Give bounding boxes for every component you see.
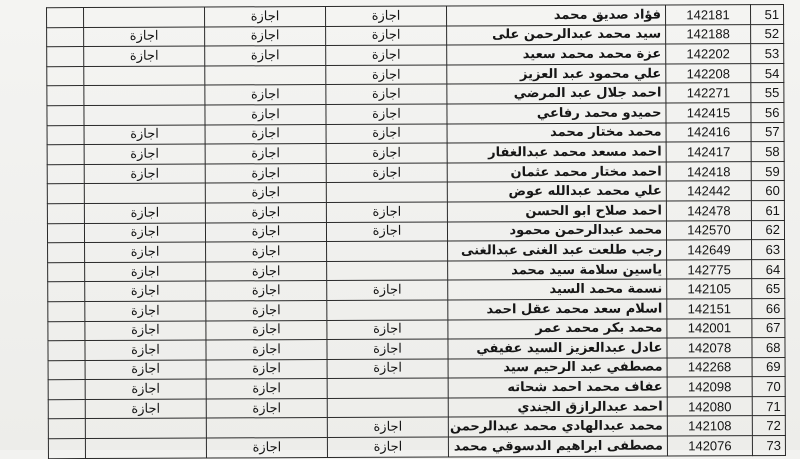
row-number-cell: 71 <box>752 396 785 416</box>
leave-cell-3 <box>85 438 206 458</box>
leave-cell-3: اجازة <box>84 27 205 47</box>
employee-name-cell: رجب طلعت عبد الغنى عبدالغنى <box>448 240 667 261</box>
leave-cell-1: اجازة <box>327 359 448 379</box>
leave-cell-1: اجازة <box>326 163 447 183</box>
row-number-cell: 65 <box>752 279 785 299</box>
leave-cell-3: اجازة <box>85 281 206 301</box>
blank-cell <box>47 184 84 204</box>
leave-cell-1 <box>327 398 448 418</box>
employee-code-cell: 142418 <box>666 161 751 181</box>
leave-cell-1: اجازة <box>326 222 447 242</box>
table-row <box>48 436 785 459</box>
employee-name-cell: محمد عبدالهادي محمد عبدالرحمن <box>448 416 667 437</box>
blank-cell <box>47 145 84 165</box>
leave-cell-1: اجازة <box>327 319 448 339</box>
row-number-cell: 54 <box>751 63 784 83</box>
leave-cell-1: اجازة <box>326 104 447 124</box>
blank-cell <box>47 47 84 67</box>
row-number-cell: 59 <box>751 161 784 181</box>
blank-cell <box>47 86 84 106</box>
leave-cell-2: اجازة <box>206 320 327 340</box>
roster-body <box>47 5 786 459</box>
leave-cell-3: اجازة <box>84 203 205 223</box>
employee-code-cell: 142268 <box>667 357 752 377</box>
row-number-cell: 61 <box>751 200 784 220</box>
blank-cell <box>48 301 85 321</box>
employee-code-cell: 142415 <box>666 103 751 123</box>
employee-name-cell: احمد مسعد محمد عبدالغفار <box>447 142 666 163</box>
leave-cell-2: اجازة <box>206 261 327 281</box>
blank-cell <box>47 223 84 243</box>
employee-code-cell: 142570 <box>666 220 751 240</box>
blank-cell <box>47 106 84 126</box>
row-number-cell: 51 <box>751 5 784 25</box>
row-number-cell: 57 <box>751 122 784 142</box>
blank-cell <box>48 439 85 459</box>
leave-cell-1: اجازة <box>327 437 448 457</box>
leave-cell-2: اجازة <box>206 438 327 458</box>
employee-name-cell: محمد مختار محمد <box>447 123 666 144</box>
blank-cell <box>48 360 85 380</box>
leave-cell-2: اجازة <box>206 340 327 360</box>
leave-cell-3: اجازة <box>85 399 206 419</box>
leave-cell-1: اجازة <box>327 280 448 300</box>
employee-code-cell: 142076 <box>667 436 752 456</box>
employee-name-cell: مصطفي عبد الرحيم سيد <box>448 358 667 379</box>
row-number-cell: 63 <box>752 240 785 260</box>
blank-cell <box>48 262 85 282</box>
blank-cell <box>47 66 84 86</box>
blank-cell <box>48 243 85 263</box>
leave-cell-2: اجازة <box>205 144 326 164</box>
leave-cell-2: اجازة <box>205 202 326 222</box>
leave-cell-1 <box>326 182 447 202</box>
employee-name-cell: محمد بكر محمد عمر <box>448 319 667 340</box>
leave-cell-3: اجازة <box>85 262 206 282</box>
employee-name-cell: محمد عبدالرحمن محمود <box>447 221 666 242</box>
employee-code-cell: 142775 <box>667 259 752 279</box>
leave-cell-3 <box>84 105 205 125</box>
row-number-cell: 58 <box>751 142 784 162</box>
employee-name-cell: احمد صلاح ابو الحسن <box>447 201 666 222</box>
leave-cell-1: اجازة <box>326 45 447 65</box>
blank-cell <box>48 321 85 341</box>
leave-cell-2: اجازة <box>206 300 327 320</box>
employee-code-cell: 142208 <box>666 63 751 83</box>
leave-cell-3 <box>84 85 205 105</box>
blank-cell <box>48 380 85 400</box>
leave-cell-3: اجازة <box>84 125 205 145</box>
employee-code-cell: 142001 <box>667 318 752 338</box>
leave-cell-3: اجازة <box>84 223 205 243</box>
employee-name-cell: اسلام سعد محمد عقل احمد <box>448 299 667 320</box>
row-number-cell: 60 <box>751 181 784 201</box>
row-number-cell: 67 <box>752 318 785 338</box>
employee-name-cell: علي محمود عبد العزيز <box>447 64 666 85</box>
leave-cell-1: اجازة <box>326 143 447 163</box>
leave-cell-3 <box>85 418 206 438</box>
employee-name-cell: ياسين سلامة سيد محمد <box>448 260 667 281</box>
employee-code-cell: 142442 <box>666 181 751 201</box>
blank-cell <box>48 419 85 439</box>
employee-name-cell: فؤاد صديق محمد <box>447 5 666 26</box>
employee-code-cell: 142181 <box>666 5 751 25</box>
employee-name-cell: احمد عبدالرازق الجندي <box>448 397 667 418</box>
leave-cell-3: اجازة <box>84 46 205 66</box>
employee-name-cell: احمد مختار محمد عثمان <box>447 162 666 183</box>
employee-name-cell: نسمة محمد السيد <box>448 279 667 300</box>
employee-name-cell: مصطفى ابراهيم الدسوقي محمد <box>448 436 667 457</box>
row-number-cell: 64 <box>752 259 785 279</box>
employee-code-cell: 142478 <box>666 201 751 221</box>
leave-cell-2: اجازة <box>205 183 326 203</box>
leave-cell-3: اجازة <box>84 164 205 184</box>
row-number-cell: 68 <box>752 338 785 358</box>
employee-name-cell: علي محمد عبدالله عوض <box>447 181 666 202</box>
leave-cell-3 <box>84 66 205 86</box>
blank-cell <box>48 399 85 419</box>
blank-cell <box>48 282 85 302</box>
row-number-cell: 53 <box>751 44 784 64</box>
employee-name-cell: احمد جلال عبد المرضي <box>447 83 666 104</box>
leave-cell-2: اجازة <box>206 398 327 418</box>
leave-cell-1 <box>327 241 448 261</box>
blank-cell <box>47 27 84 47</box>
blank-cell <box>47 8 84 28</box>
leave-cell-2: اجازة <box>205 7 326 27</box>
leave-cell-3: اجازة <box>85 360 206 380</box>
leave-cell-3: اجازة <box>84 144 205 164</box>
employee-code-cell: 142080 <box>667 397 752 417</box>
leave-cell-2: اجازة <box>205 163 326 183</box>
leave-cell-2: اجازة <box>206 379 327 399</box>
employee-code-cell: 142078 <box>667 338 752 358</box>
employee-name-cell: حميدو محمد رفاعي <box>447 103 666 124</box>
employee-code-cell: 142108 <box>667 416 752 436</box>
row-number-cell: 70 <box>752 377 785 397</box>
leave-cell-2: اجازة <box>206 359 327 379</box>
row-number-cell: 62 <box>751 220 784 240</box>
leave-cell-1: اجازة <box>326 26 447 46</box>
leave-cell-1: اجازة <box>326 6 447 26</box>
leave-cell-3 <box>84 183 205 203</box>
blank-cell <box>48 341 85 361</box>
leave-cell-1 <box>327 378 448 398</box>
leave-cell-3 <box>84 7 205 27</box>
leave-cell-3: اجازة <box>85 340 206 360</box>
employee-code-cell: 142188 <box>666 24 751 44</box>
employee-code-cell: 142098 <box>667 377 752 397</box>
leave-cell-3: اجازة <box>85 321 206 341</box>
leave-roster-table <box>46 4 786 459</box>
employee-code-cell: 142105 <box>667 279 752 299</box>
leave-cell-1: اجازة <box>326 84 447 104</box>
leave-cell-2 <box>206 418 327 438</box>
leave-cell-2: اجازة <box>206 281 327 301</box>
employee-code-cell: 142416 <box>666 122 751 142</box>
blank-cell <box>47 203 84 223</box>
employee-code-cell: 142649 <box>667 240 752 260</box>
blank-cell <box>47 125 84 145</box>
leave-cell-2: اجازة <box>206 242 327 262</box>
employee-name-cell: عزة محمد محمد سعيد <box>447 44 666 65</box>
employee-code-cell: 142417 <box>666 142 751 162</box>
leave-cell-2: اجازة <box>205 85 326 105</box>
leave-cell-3: اجازة <box>85 379 206 399</box>
leave-cell-2: اجازة <box>205 124 326 144</box>
leave-cell-1: اجازة <box>326 124 447 144</box>
leave-cell-2 <box>205 65 326 85</box>
leave-cell-2: اجازة <box>205 222 326 242</box>
row-number-cell: 52 <box>751 24 784 44</box>
leave-cell-1: اجازة <box>326 202 447 222</box>
row-number-cell: 69 <box>752 357 785 377</box>
employee-code-cell: 142202 <box>666 44 751 64</box>
leave-cell-2: اجازة <box>205 26 326 46</box>
leave-cell-2: اجازة <box>205 104 326 124</box>
leave-cell-1 <box>327 261 448 281</box>
row-number-cell: 66 <box>752 298 785 318</box>
leave-cell-1: اجازة <box>327 417 448 437</box>
row-number-cell: 73 <box>752 436 785 456</box>
blank-cell <box>47 164 84 184</box>
leave-cell-3: اجازة <box>85 301 206 321</box>
row-number-cell: 72 <box>752 416 785 436</box>
employee-name-cell: سيد محمد عبدالرحمن على <box>447 25 666 46</box>
row-number-cell: 56 <box>751 102 784 122</box>
leave-cell-3: اجازة <box>85 242 206 262</box>
employee-name-cell: عادل عبدالعزيز السيد عفيفي <box>448 338 667 359</box>
leave-cell-1: اجازة <box>326 65 447 85</box>
leave-cell-2: اجازة <box>205 46 326 66</box>
employee-code-cell: 142151 <box>667 299 752 319</box>
leave-cell-1: اجازة <box>327 339 448 359</box>
leave-cell-1 <box>327 300 448 320</box>
row-number-cell: 55 <box>751 83 784 103</box>
employee-code-cell: 142271 <box>666 83 751 103</box>
employee-name-cell: عفاف محمد احمد شحاته <box>448 377 667 398</box>
